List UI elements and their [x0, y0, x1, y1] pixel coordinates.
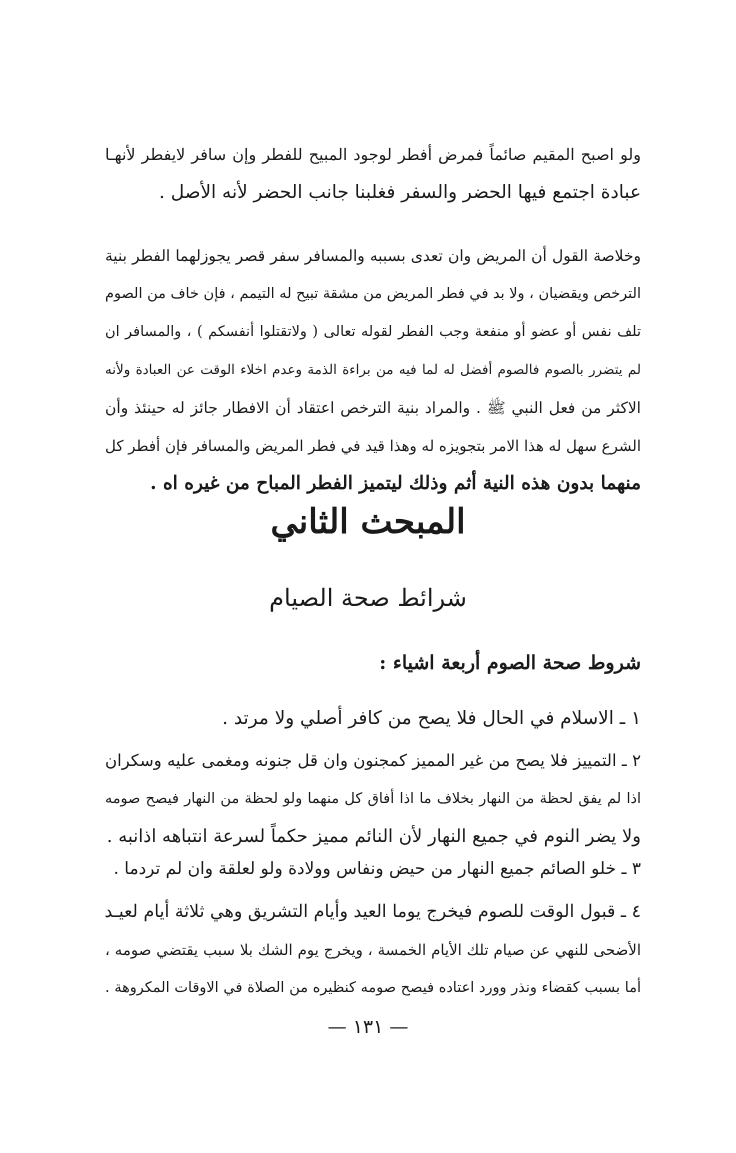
text-line: الشرع سهل له هذا الامر بتجويزه له وهذا قيد في فطر المريض والمسافر فإن أفطر كل — [105, 437, 641, 455]
condition-item-2 — [105, 742, 641, 856]
text-line: ١ ـ الاسلام في الحال فلا يصح من كافر أصلي ولا مرتد . — [222, 708, 641, 729]
text-line: ولو اصبح المقيم صائماً فمرض أفطر لوجود المبيح للفطر وإن سافر لايفطر لأنهـا — [105, 145, 641, 164]
text-line: ٢ ـ التمييز فلا يصح من غير المميز كمجنون وان قل جنونه ومغمى عليه وسكران — [105, 751, 641, 770]
text-line: ولا يضر النوم في جميع النهار لأن النائم مميز حكماً لسرعة انتباهه اذانبه . — [106, 826, 641, 847]
text-line: عبادة اجتمع فيها الحضر والسفر فغلبنا جانب الحضر لأنه الأصل . — [159, 182, 641, 203]
text-line: اذا لم يفق لحظة من النهار بخلاف ما اذا أفاق كل منهما ولو لحظة من النهار فيصح صومه — [105, 791, 641, 807]
summary-paragraph — [105, 237, 641, 503]
conditions-title: شروط صحة الصوم أربعة اشياء : — [379, 652, 641, 674]
section-subheading: شرائط صحة الصيام — [269, 584, 467, 612]
text-line: ٤ ـ قبول الوقت للصوم فيخرج يوما العيد وأيام التشريق وهي ثلاثة أيام لعيـد — [105, 902, 641, 922]
text-line: الترخص ويقضيان ، ولا بد في فطر المريض من مشقة تبيح له التيمم ، فإن خاف من الصوم — [105, 286, 641, 302]
text-line: تلف نفس أو عضو أو منفعة وجب الفطر لقوله تعالى ( ولاتقتلوا أنفسكم ) ، والمسافر ان — [105, 324, 641, 340]
text-line: الاكثر من فعل النبي ﷺ . والمراد بنية الترخص اعتقاد أن الافطار جائز له حينئذ وأن — [105, 399, 641, 417]
intro-paragraph — [105, 136, 641, 212]
page-number: — ١٣١ — — [327, 1016, 409, 1038]
section-heading: المبحث الثاني — [270, 502, 466, 542]
text-line: الأضحى للنهي عن صيام تلك الأيام الخمسة ، ويخرج يوم الشك بلا سبب يقتضي صومه ، — [105, 941, 641, 959]
condition-item-1 — [105, 700, 641, 738]
text-line: ٣ ـ خلو الصائم جميع النهار من حيض ونفاس وولادة ولو لعلقة وان لم تردما . — [113, 859, 641, 879]
condition-item-4 — [105, 893, 641, 1007]
text-line: لم يتضرر بالصوم فالصوم أفضل له لما فيه من براءة الذمة وعدم اخلاء الوقت عن العبادة ولأنه — [105, 362, 641, 378]
text-line: منهما بدون هذه النية أثم وذلك ليتميز الفطر المباح من غيره اه . — [150, 473, 641, 494]
text-line: وخلاصة القول أن المريض وان تعدى بسببه والمسافر سفر قصر يجوزلهما الفطر بنية — [105, 247, 641, 265]
condition-item-3 — [105, 850, 641, 888]
text-line: أما بسبب كقضاء ونذر وورد اعتاده فيصح صومه كنظيره من الصلاة في الاوقات المكروهة . — [105, 980, 641, 996]
